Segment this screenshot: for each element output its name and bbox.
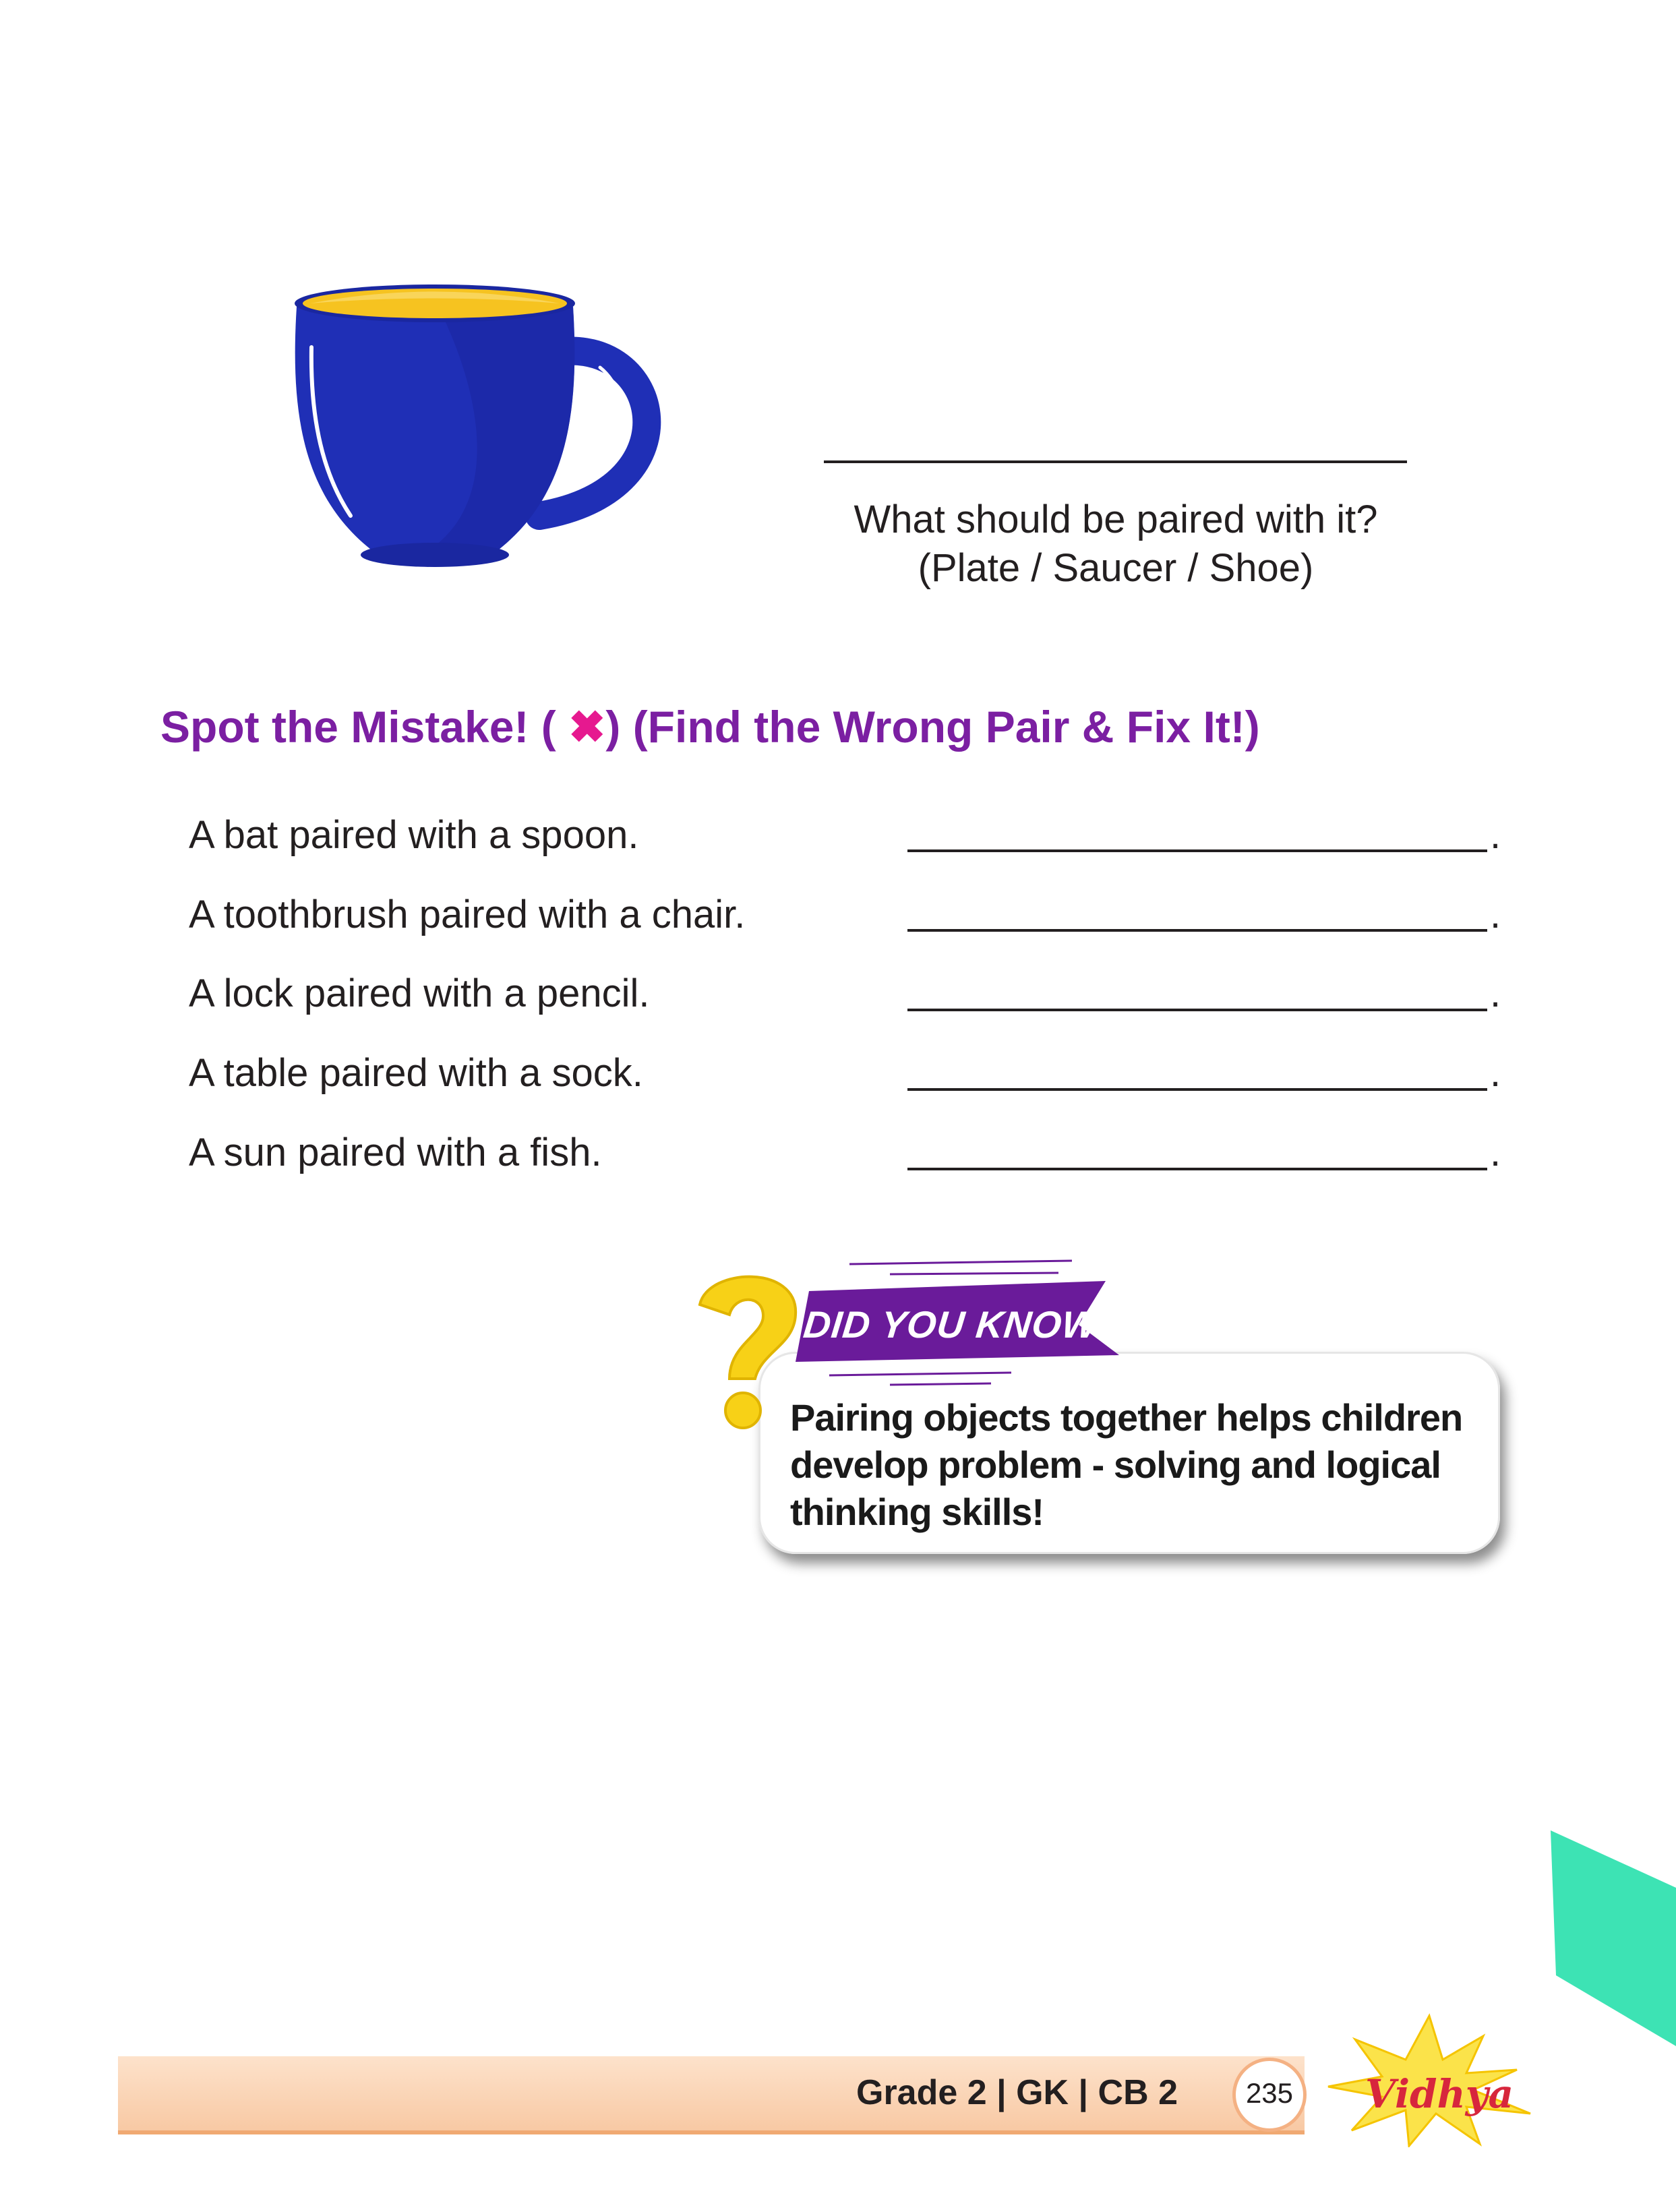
section-heading [160,701,1260,753]
list-item-period: . [1490,972,1501,1015]
page-number: 235 [1232,2058,1307,2132]
answer-line[interactable] [907,1088,1487,1091]
answer-line[interactable] [907,1168,1487,1170]
list-item: A lock paired with a pencil. [189,972,650,1015]
list-item: A bat paired with a spoon. [189,813,639,857]
list-item-period: . [1490,893,1501,936]
answer-line[interactable] [907,1009,1487,1011]
question-options: (Plate / Saucer / Shoe) [918,546,1314,590]
list-item: A toothbrush paired with a chair. [189,893,746,936]
corner-tab [1551,1830,1676,2046]
heading-part-1: Spot the Mistake! ( [160,702,569,752]
answer-line[interactable] [824,460,1407,463]
answer-line[interactable] [907,849,1487,852]
fact-line: develop problem - solving and logical [790,1443,1441,1486]
question-mark-icon [688,1267,809,1436]
fact-line: Pairing objects together helps children [790,1396,1463,1439]
fact-line: thinking skills! [790,1491,1044,1533]
heading-part-2: ) (Find the Wrong Pair & Fix It!) [605,702,1260,752]
cup-illustration [283,266,688,603]
list-item-period: . [1490,1131,1501,1174]
footer-label: Grade 2 | GK | CB 2 [856,2073,1178,2112]
did-you-know-text [790,1394,1464,1536]
list-item-period: . [1490,813,1501,857]
question-text: What should be paired with it? [854,498,1378,541]
list-item-period: . [1490,1051,1501,1095]
answer-line[interactable] [907,929,1487,932]
list-item: A sun paired with a fish. [189,1131,602,1174]
logo-wordmark: Vidhya [1365,2071,1514,2117]
pairing-question [796,496,1436,593]
cross-icon: ✖ [568,702,606,752]
banner-title: DID YOU KNOW? [801,1303,1125,1346]
list-item: A table paired with a sock. [189,1051,643,1095]
